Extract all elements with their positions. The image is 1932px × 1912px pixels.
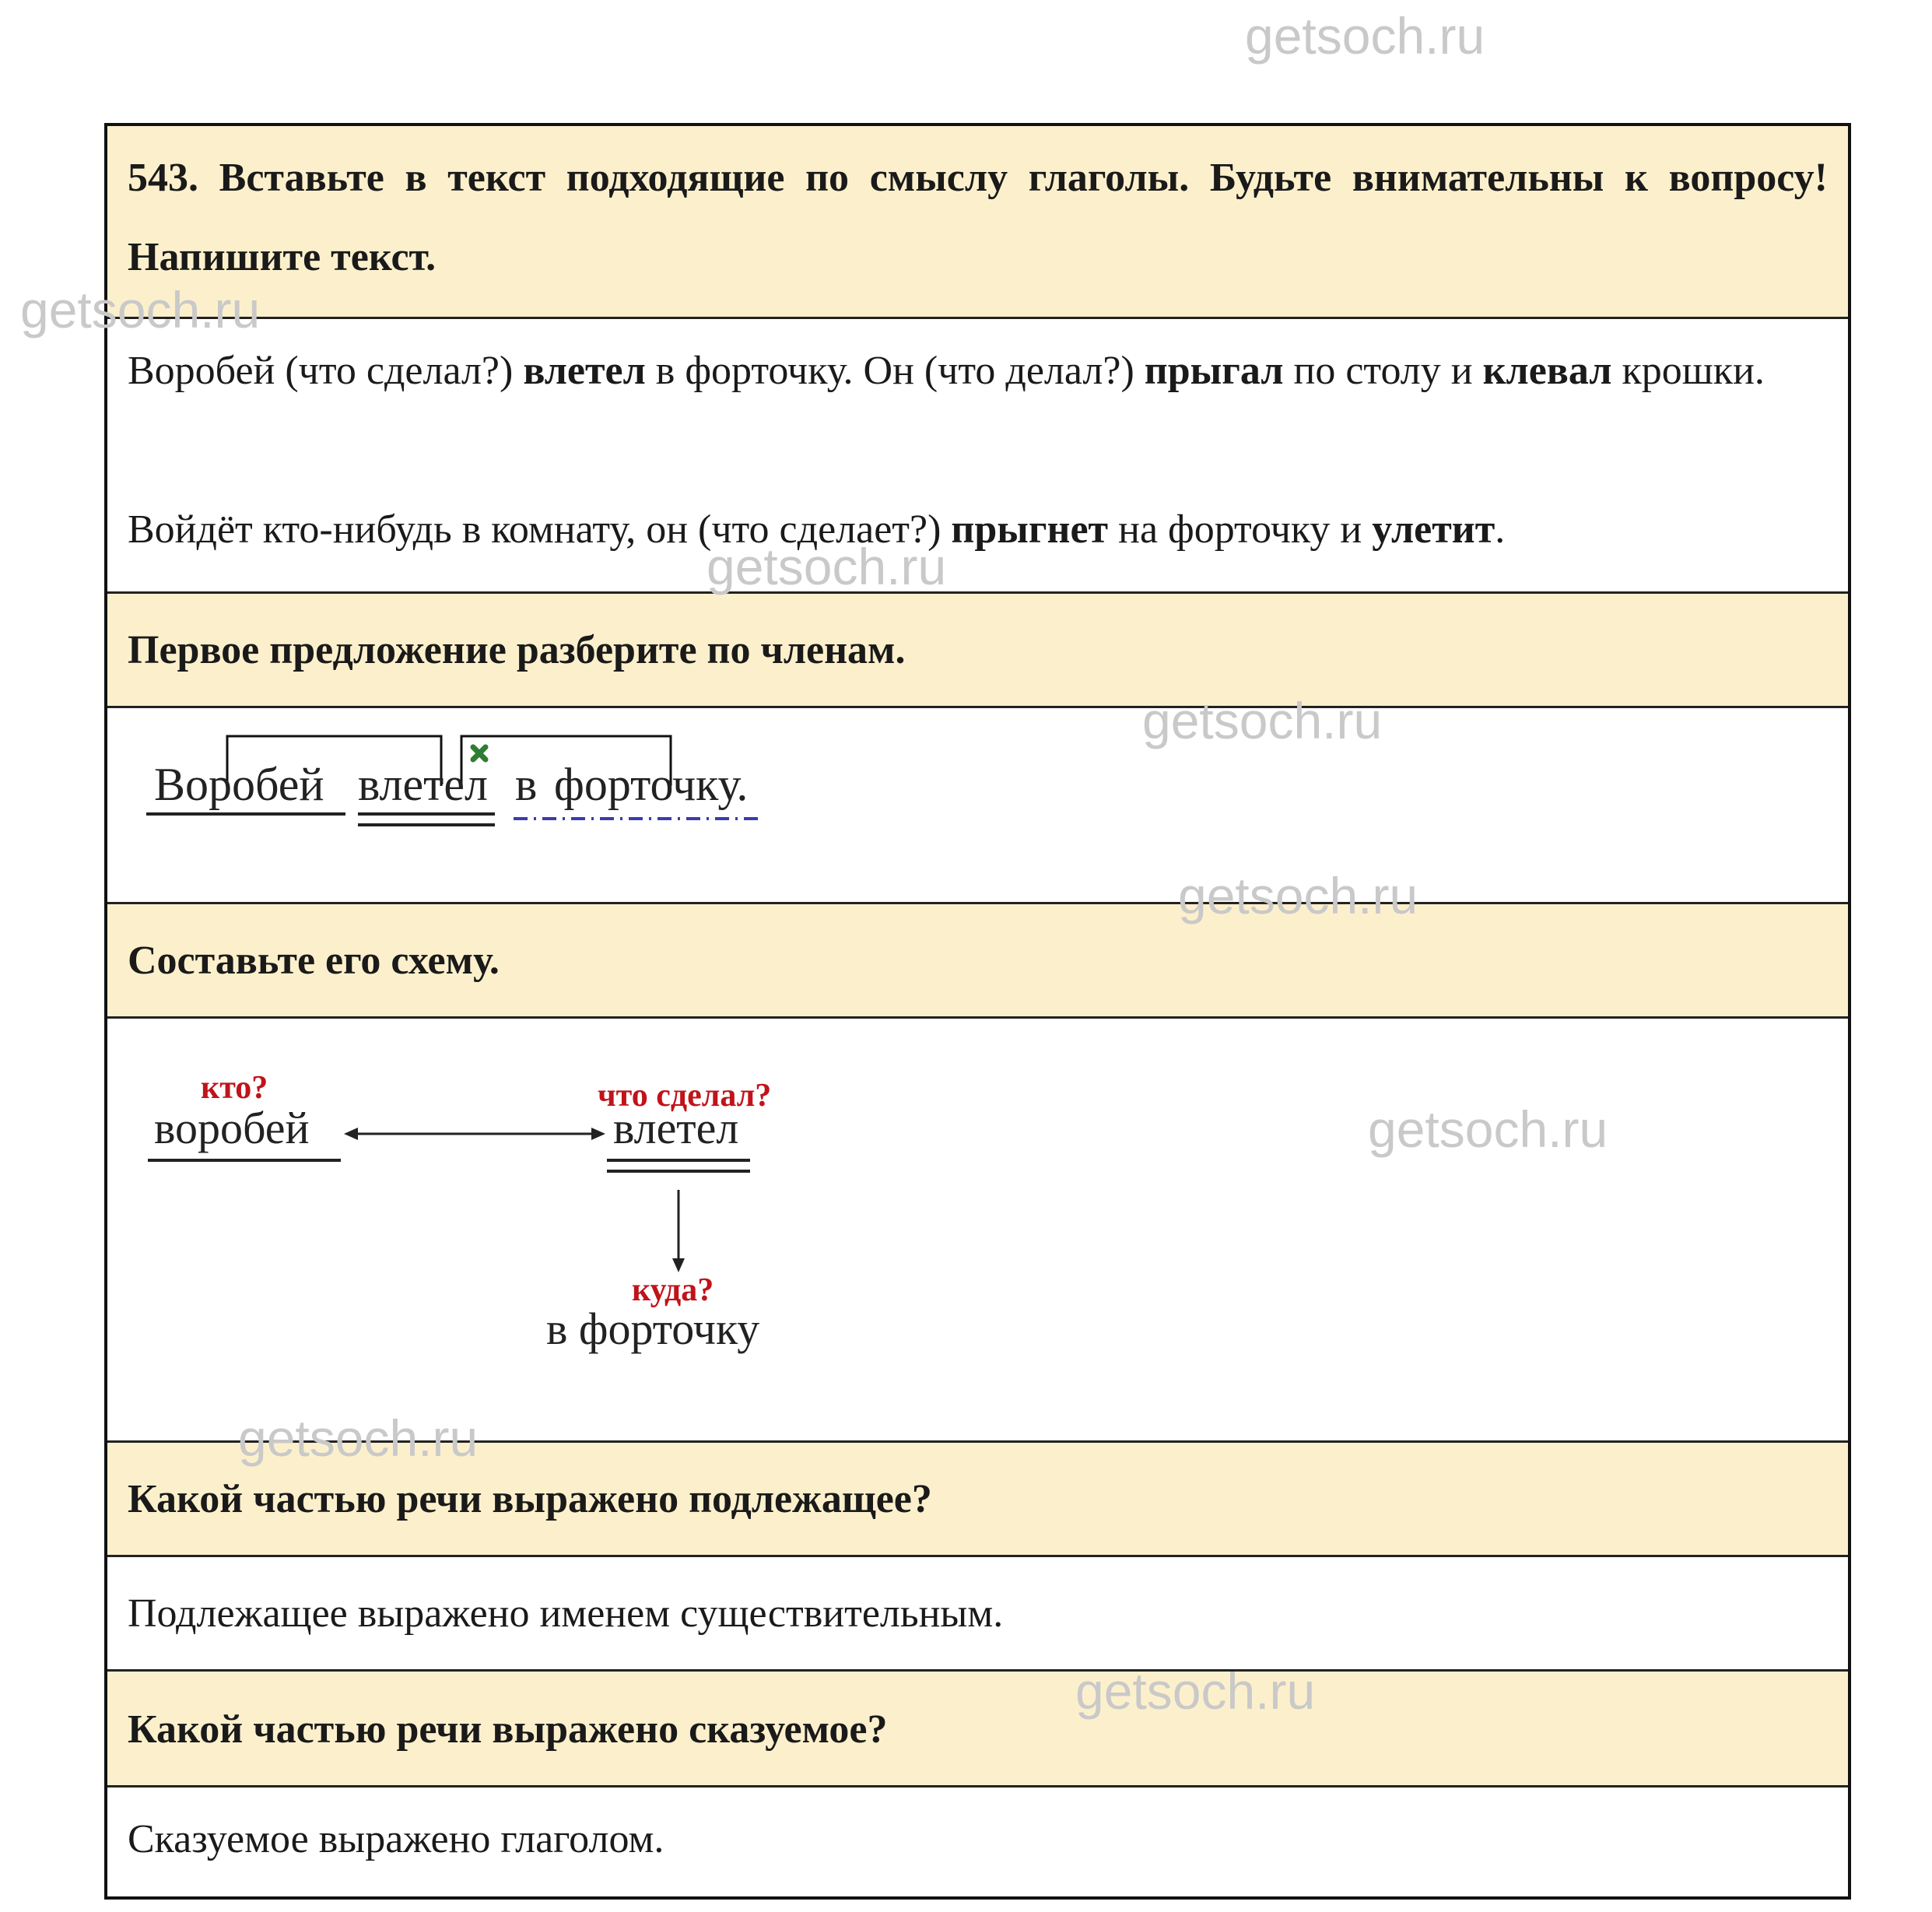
arrow-left-icon [344, 1128, 358, 1140]
scheme-subject: воробей [154, 1103, 310, 1153]
question-subject-row [107, 1443, 1848, 1557]
adverbial-question: куда? [632, 1272, 714, 1308]
question-scheme-row [107, 904, 1848, 1019]
text-fragment: Воробей (что сделал?) [128, 349, 524, 393]
parse-row [107, 708, 1848, 904]
question-parse: Первое предложение разберите по членам. [128, 628, 906, 672]
watermark: getsoch.ru [707, 538, 947, 595]
text-fragment: в форточку. Он (что делал?) [645, 349, 1145, 393]
inserted-verb: прыгнет [951, 507, 1109, 552]
answer-predicate-row [107, 1787, 1848, 1896]
answer-subject: Подлежащее выражено именем существительным. [128, 1591, 1004, 1636]
sentence-scheme-figure [107, 1019, 963, 1439]
sentence-parse-figure [107, 708, 885, 901]
watermark: getsoch.ru [1368, 1100, 1608, 1158]
text-fragment: на форточку и [1108, 507, 1373, 552]
parse-word-adverbial: форточку. [554, 759, 749, 810]
parse-word-predicate: влетел [358, 759, 488, 810]
text-fragment: . [1495, 507, 1506, 552]
question-subject: Какой частью речи выражено подлежащее? [128, 1477, 932, 1521]
text-fragment: крошки. [1611, 349, 1765, 393]
inserted-verb: прыгал [1144, 349, 1284, 393]
watermark: getsoch.ru [1245, 7, 1485, 65]
question-scheme: Составьте его схему. [128, 938, 500, 983]
cross-mark-icon [473, 747, 486, 760]
predicate-question: что сделал? [598, 1078, 772, 1114]
inserted-verb: улетит [1372, 507, 1495, 552]
task-row [107, 126, 1848, 319]
question-predicate: Какой частью речи выражено сказуемое? [128, 1707, 888, 1752]
inserted-verb: влетел [523, 349, 646, 393]
parse-word-preposition: в [515, 759, 538, 810]
watermark: getsoch.ru [20, 281, 261, 339]
answer-text-row [107, 319, 1848, 594]
exercise-table [104, 123, 1851, 1900]
task-heading [128, 139, 1828, 297]
answer-paragraph-1 [128, 332, 1828, 411]
task-number: 543. [128, 156, 198, 200]
parse-word-subject: Воробей [154, 759, 324, 810]
inserted-verb: клевал [1482, 349, 1612, 393]
arrow-right-icon [591, 1128, 605, 1140]
scheme-adverbial: в форточку [546, 1303, 760, 1354]
scheme-predicate: влетел [613, 1103, 739, 1153]
text-fragment: Войдёт кто-нибудь в комнату, он (что сделает?) [128, 507, 952, 552]
watermark: getsoch.ru [238, 1409, 479, 1467]
arrow-down-icon [672, 1258, 685, 1272]
text-fragment: по столу и [1283, 349, 1483, 393]
answer-predicate: Сказуемое выражено глаголом. [128, 1817, 664, 1861]
watermark: getsoch.ru [1075, 1662, 1316, 1720]
subject-question: кто? [201, 1070, 268, 1106]
task-instruction: Вставьте в текст подходящие по смыслу глаголы. Будьте внимательны к вопросу! Напишите текст. [128, 156, 1828, 279]
answer-subject-row [107, 1557, 1848, 1672]
watermark: getsoch.ru [1142, 692, 1383, 749]
scheme-row [107, 1019, 1848, 1443]
watermark: getsoch.ru [1178, 867, 1418, 924]
question-parse-row [107, 594, 1848, 708]
question-predicate-row [107, 1672, 1848, 1787]
answer-paragraph-2 [128, 490, 1828, 570]
